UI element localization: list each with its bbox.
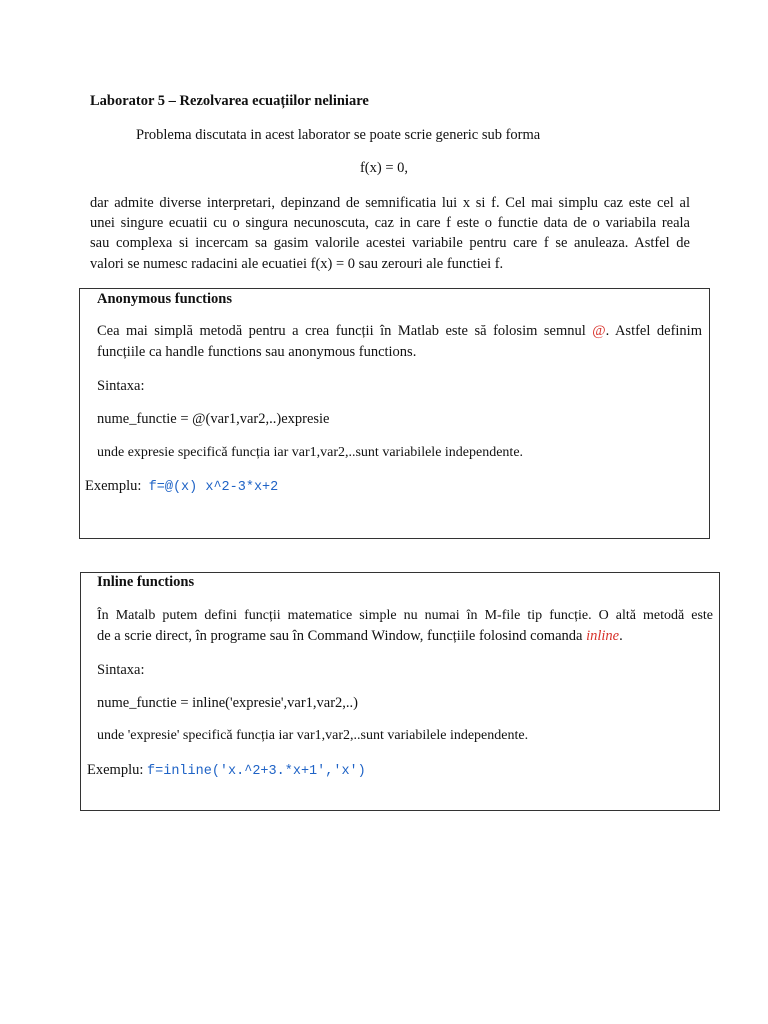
inline-syntax: nume_functie = inline('expresie',var1,var2,..)	[97, 695, 359, 711]
inline-functions-box	[80, 572, 720, 811]
anonymous-line-1-end: . Astfel definim	[605, 323, 702, 339]
equation: f(x) = 0,	[359, 160, 409, 176]
example-code: f=@(x) x^2-3*x+2	[148, 480, 279, 495]
document-title: Laborator 5 – Rezolvarea ecuațiilor neliniare	[90, 93, 369, 109]
inline-line-2-text: de a scrie direct, în programe sau în Command Window, funcțiile folosind comanda	[97, 628, 587, 644]
anonymous-line-1-text: Cea mai simplă metodă pentru a crea funcții în Matlab este să folosim semnul	[97, 323, 593, 339]
paragraph-line: sau complexa si incercam sa gasim valorile acestei variabile pentru care f se anuleaza. Astfel de	[90, 235, 690, 252]
inline-syntax-label: Sintaxa:	[97, 662, 145, 678]
anonymous-explanation: unde expresie specifică funcția iar var1,var2,..sunt variabilele independente.	[97, 445, 524, 460]
example-label: Exemplu:	[87, 762, 144, 778]
anonymous-syntax-label: Sintaxa:	[97, 378, 145, 394]
anonymous-functions-box	[79, 288, 710, 539]
paragraph-line: dar admite diverse interpretari, depinzand de semnificatia lui x si f. Cel mai simplu caz este cel al	[90, 195, 690, 211]
anonymous-line-1	[97, 323, 702, 340]
anonymous-line-2: funcțiile ca handle functions sau anonymous functions.	[97, 344, 417, 360]
intro-paragraph	[90, 193, 690, 274]
anonymous-heading: Anonymous functions	[97, 291, 232, 307]
inline-heading: Inline functions	[97, 574, 195, 590]
inline-line-2-end: .	[619, 628, 623, 644]
inline-example	[87, 762, 366, 779]
intro-sentence: Problema discutata in acest laborator se poate scrie generic sub forma	[136, 127, 541, 143]
example-code: f=inline('x.^2+3.*x+1','x')	[147, 764, 366, 779]
paragraph-line: valori se numesc radacini ale ecuatiei f(x) = 0 sau zerouri ale functiei f.	[90, 255, 504, 272]
inline-line-2	[97, 628, 623, 645]
example-label: Exemplu:	[85, 478, 142, 494]
at-sign: @	[592, 323, 606, 339]
inline-keyword: inline	[586, 628, 620, 644]
anonymous-syntax: nume_functie = @(var1,var2,..)expresie	[97, 411, 330, 427]
inline-line-1: În Matalb putem defini funcții matematice simple nu numai în M-file tip funcție. O altă metodă este	[97, 608, 713, 623]
inline-explanation: unde 'expresie' specifică funcția iar var1,var2,..sunt variabilele independente.	[97, 728, 529, 743]
paragraph-line: unei singure ecuatii cu o singura necunoscuta, caz in care f este o functie data de o variabila reala	[90, 215, 690, 232]
anonymous-example	[85, 478, 278, 495]
